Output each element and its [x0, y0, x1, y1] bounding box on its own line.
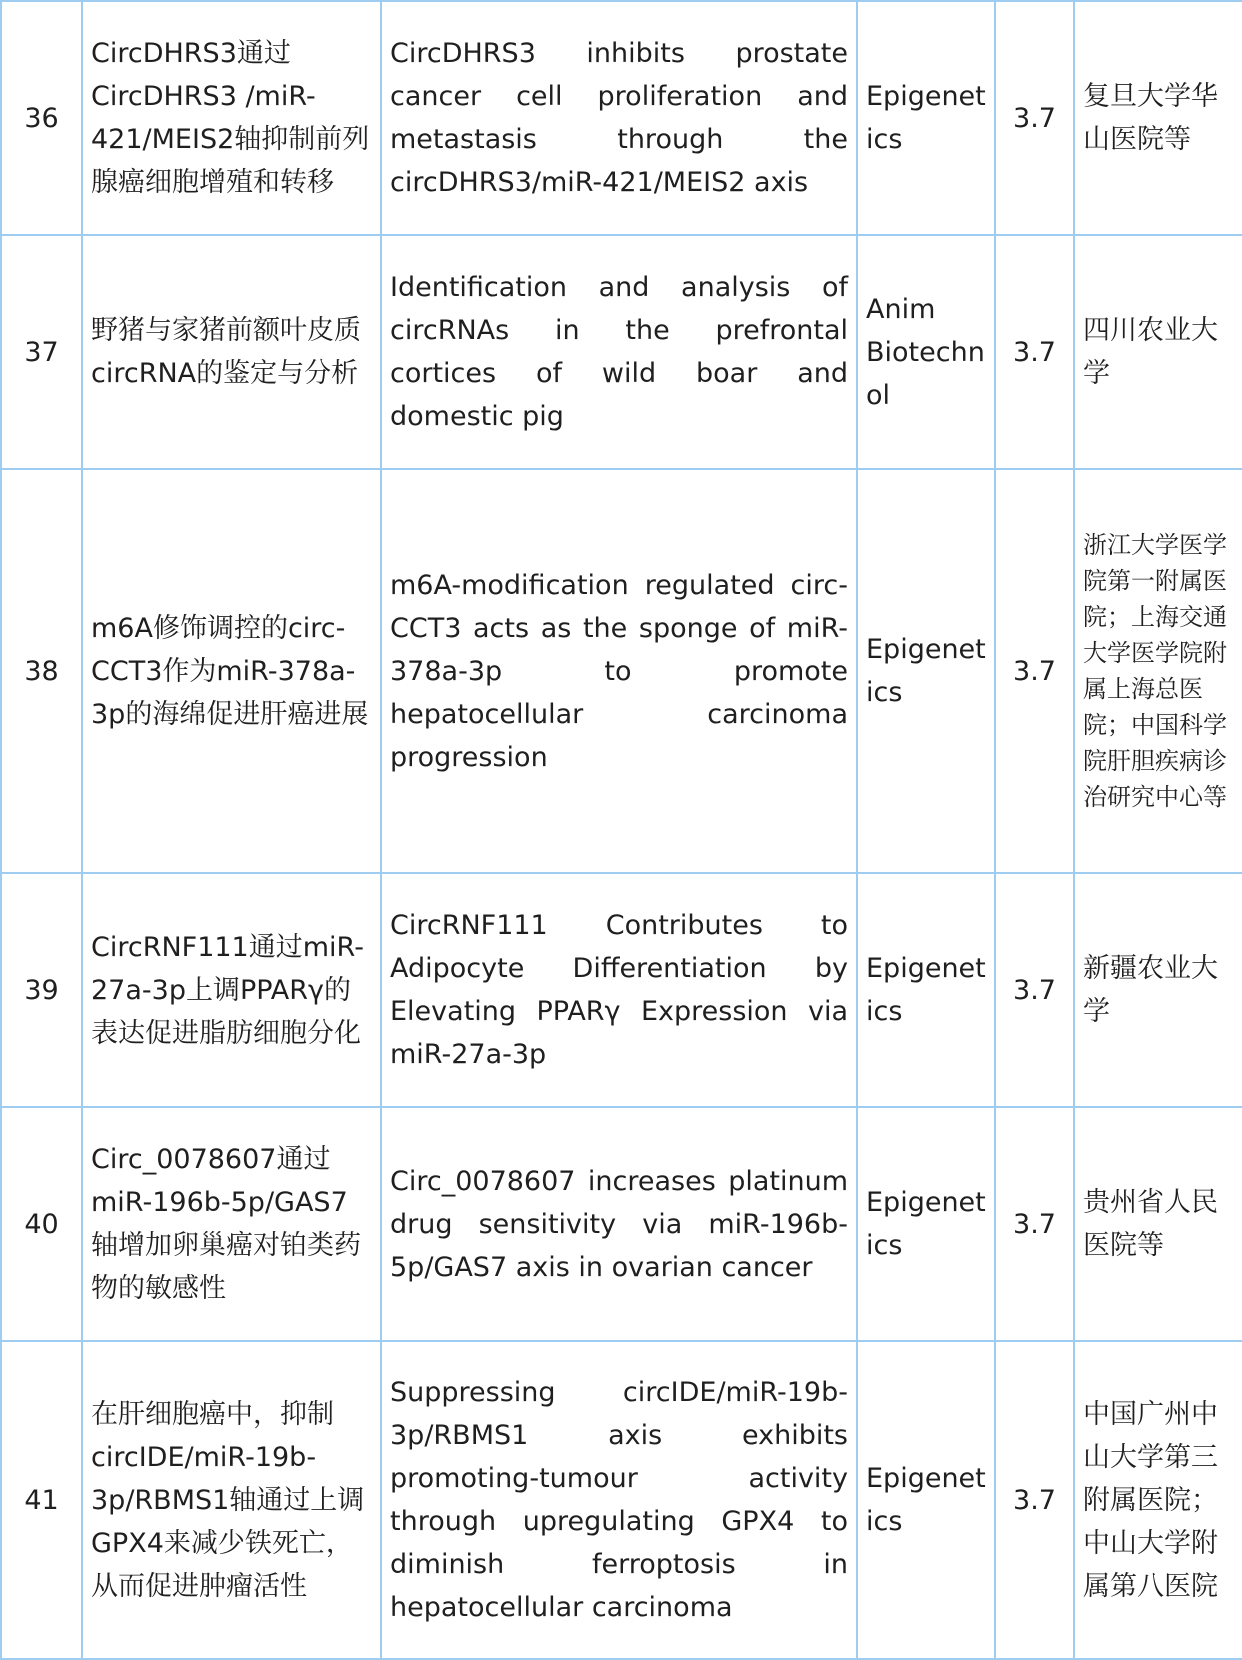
chinese-title: Circ_0078607通过miR-196b-5p/GAS7轴增加卵巢癌对铂类药物的敏感性	[82, 1107, 381, 1341]
row-number: 40	[1, 1107, 82, 1341]
journal-name: Epigenetics	[857, 1107, 995, 1341]
institution: 新疆农业大学	[1074, 873, 1242, 1107]
impact-factor: 3.7	[995, 1, 1074, 235]
institution: 四川农业大学	[1074, 235, 1242, 469]
table-row	[1, 1107, 1242, 1341]
english-title: CircDHRS3 inhibits prostate cancer cell proliferation and metastasis through the circDHRS3/miR-421/MEIS2 axis	[381, 1, 857, 235]
english-title: Circ_0078607 increases platinum drug sensitivity via miR-196b-5p/GAS7 axis in ovarian cancer	[381, 1107, 857, 1341]
chinese-title: CircDHRS3通过CircDHRS3 /miR-421/MEIS2轴抑制前列腺癌细胞增殖和转移	[82, 1, 381, 235]
impact-factor: 3.7	[995, 873, 1074, 1107]
english-title: CircRNF111 Contributes to Adipocyte Differentiation by Elevating PPARγ Expression via miR-27a-3p	[381, 873, 857, 1107]
institution: 浙江大学医学院第一附属医院；上海交通大学医学院附属上海总医院；中国科学院肝胆疾病诊治研究中心等	[1074, 469, 1242, 873]
journal-name: Epigenetics	[857, 1341, 995, 1659]
chinese-title: 野猪与家猪前额叶皮质circRNA的鉴定与分析	[82, 235, 381, 469]
row-number: 41	[1, 1341, 82, 1659]
row-number: 36	[1, 1, 82, 235]
row-number: 37	[1, 235, 82, 469]
institution: 复旦大学华山医院等	[1074, 1, 1242, 235]
institution: 贵州省人民医院等	[1074, 1107, 1242, 1341]
table-row	[1, 1341, 1242, 1659]
table-row	[1, 873, 1242, 1107]
chinese-title: 在肝细胞癌中，抑制circIDE/miR-19b-3p/RBMS1轴通过上调GPX4来减少铁死亡，从而促进肿瘤活性	[82, 1341, 381, 1659]
table-row	[1, 1, 1242, 235]
journal-name: Epigenetics	[857, 873, 995, 1107]
impact-factor: 3.7	[995, 1341, 1074, 1659]
institution: 中国广州中山大学第三附属医院；中山大学附属第八医院	[1074, 1341, 1242, 1659]
english-title: Identification and analysis of circRNAs in the prefrontal cortices of wild boar and domestic pig	[381, 235, 857, 469]
row-number: 38	[1, 469, 82, 873]
english-title: Suppressing circIDE/miR-19b-3p/RBMS1 axis exhibits promoting-tumour activity through upregulating GPX4 to diminish ferroptosis in hepatocellular carcinoma	[381, 1341, 857, 1659]
table-row	[1, 235, 1242, 469]
journal-name: Epigenetics	[857, 1, 995, 235]
chinese-title: m6A修饰调控的circ-CCT3作为miR-378a-3p的海绵促进肝癌进展	[82, 469, 381, 873]
impact-factor: 3.7	[995, 469, 1074, 873]
impact-factor: 3.7	[995, 1107, 1074, 1341]
english-title: m6A-modification regulated circ-CCT3 acts as the sponge of miR-378a-3p to promote hepatocellular carcinoma progression	[381, 469, 857, 873]
journal-name: Anim Biotechnol	[857, 235, 995, 469]
impact-factor: 3.7	[995, 235, 1074, 469]
row-number: 39	[1, 873, 82, 1107]
journal-name: Epigenetics	[857, 469, 995, 873]
table-row	[1, 469, 1242, 873]
chinese-title: CircRNF111通过miR-27a-3p上调PPARγ的表达促进脂肪细胞分化	[82, 873, 381, 1107]
